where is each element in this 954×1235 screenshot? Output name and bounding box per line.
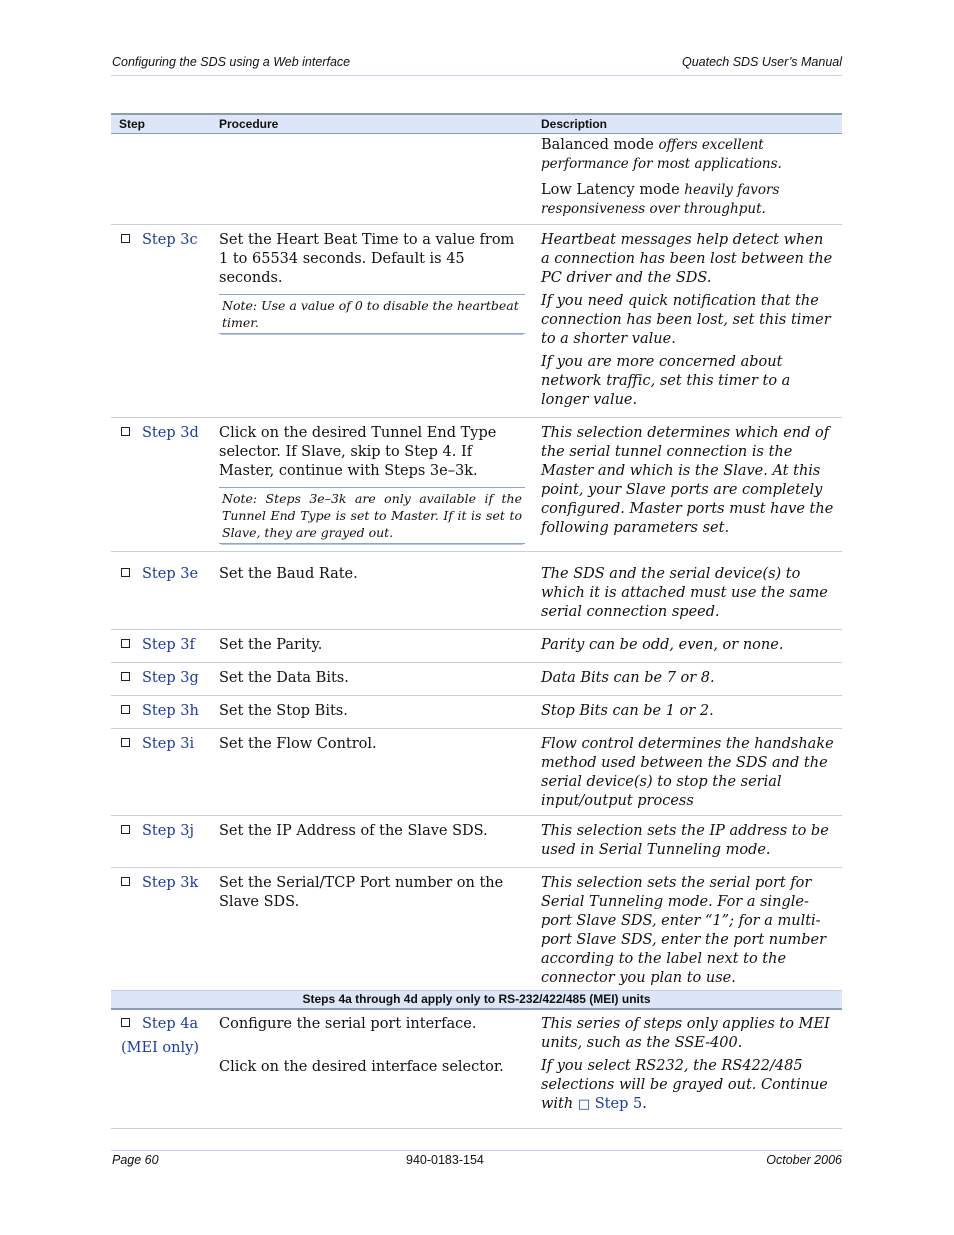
section-band: Steps 4a through 4d apply only to RS-232/422/485 (MEI) units — [111, 991, 842, 1010]
description-text: Stop Bits can be 1 or 2. — [541, 703, 714, 719]
document-number: 940-0183-154 — [406, 1153, 484, 1167]
checkbox-icon — [121, 877, 130, 886]
col-header-step: Step — [111, 114, 211, 134]
procedure-text: Set the Heart Beat Time to a value from 1 to 65534 seconds. Default is 45 seconds. — [219, 232, 515, 286]
checkbox-icon — [121, 825, 130, 834]
step-cell — [111, 225, 211, 418]
description-cell — [533, 663, 842, 696]
description-text: This selection sets the serial port for Serial Tunneling mode. For a single-port Slave SDS, enter “1”; for a multi-port Slave SDS, enter the port number according to the label next to the connector you plan to use. — [541, 875, 826, 986]
table-header-row — [111, 114, 842, 134]
step-link[interactable]: Step 3f — [142, 637, 195, 653]
step-cell — [111, 630, 211, 663]
step-cell — [111, 816, 211, 868]
description-cell — [533, 552, 842, 630]
step-5-link[interactable]: Step 5 — [594, 1096, 643, 1112]
note-box: Note: Steps 3e–3k are only available if the Tunnel End Type is set to Master. If it is set to Slave, they are grayed out. — [219, 487, 525, 544]
balanced-mode-text: offers excellent performance for most applications. — [541, 137, 782, 172]
step-cell — [111, 552, 211, 630]
checkbox-icon: □ — [577, 1097, 591, 1112]
description-cell — [533, 729, 842, 816]
description-text: Parity can be odd, even, or none. — [541, 637, 784, 653]
description-cell — [533, 868, 842, 991]
description-text: If you need quick notification that the connection has been lost, set this timer to a shorter value. — [541, 293, 831, 347]
checkbox-icon — [121, 705, 130, 714]
table-row — [111, 729, 842, 816]
procedure-text: Set the Flow Control. — [219, 736, 377, 752]
description-text: Data Bits can be 7 or 8. — [541, 670, 715, 686]
table-row — [111, 418, 842, 552]
description-text: Flow control determines the handshake method used between the SDS and the serial device(s) to stop the serial input/output process — [541, 736, 834, 809]
step-link[interactable]: Step 3g — [142, 670, 199, 686]
step-cell — [111, 418, 211, 552]
publication-date: October 2006 — [766, 1153, 842, 1167]
table-row — [111, 868, 842, 991]
procedure-text: Set the Serial/TCP Port number on the Slave SDS. — [219, 875, 504, 910]
step-cell — [111, 663, 211, 696]
description-text: If you select RS232, the RS422/485 selections will be grayed out. Continue with — [541, 1058, 828, 1112]
description-text: This selection determines which end of the serial tunnel connection is the Master and which is the Slave. At this point, your Slave ports are completely configured. Master ports must have the following parameters set. — [541, 425, 834, 536]
procedure-text: Set the Data Bits. — [219, 670, 349, 686]
step-link[interactable]: Step 3c — [142, 232, 198, 248]
procedure-cell — [211, 134, 533, 225]
procedure-cell — [211, 1009, 533, 1129]
checkbox-icon — [121, 427, 130, 436]
col-header-procedure: Procedure — [211, 114, 533, 134]
page-number: Page 60 — [112, 1153, 159, 1167]
description-text: The SDS and the serial device(s) to which it is attached must use the same serial connection speed. — [541, 566, 828, 620]
table-row — [111, 225, 842, 418]
table-row — [111, 630, 842, 663]
procedure-table — [111, 113, 842, 1129]
procedure-text: Set the Baud Rate. — [219, 566, 358, 582]
step-cell — [111, 696, 211, 729]
table-row — [111, 134, 842, 225]
procedure-text: Click on the desired Tunnel End Type selector. If Slave, skip to Step 4. If Master, continue with Steps 3e–3k. — [219, 425, 497, 479]
checkbox-icon — [121, 1018, 130, 1027]
section-band-row — [111, 991, 842, 1010]
table-row — [111, 663, 842, 696]
step-link[interactable]: Step 3i — [142, 736, 195, 752]
procedure-cell — [211, 552, 533, 630]
description-text: . — [642, 1096, 647, 1112]
description-text: Heartbeat messages help detect when a connection has been lost between the PC driver and the SDS. — [541, 232, 833, 286]
header-chapter: Configuring the SDS using a Web interface — [112, 55, 351, 69]
step-link[interactable]: Step 3e — [142, 566, 199, 582]
step-link[interactable]: Step 3h — [142, 703, 199, 719]
description-text: If you are more concerned about network traffic, set this timer to a longer value. — [541, 354, 791, 408]
description-cell — [533, 225, 842, 418]
header-manual-title: Quatech SDS User’s Manual — [681, 55, 842, 69]
description-cell — [533, 1009, 842, 1129]
description-cell — [533, 630, 842, 663]
table-row — [111, 1009, 842, 1129]
low-latency-mode-text: heavily favors responsiveness over throughput. — [541, 182, 780, 217]
table-row — [111, 696, 842, 729]
procedure-text: Click on the desired interface selector. — [219, 1059, 504, 1075]
procedure-cell — [211, 816, 533, 868]
description-cell — [533, 696, 842, 729]
col-header-description: Description — [533, 114, 842, 134]
description-cell — [533, 816, 842, 868]
step-cell — [111, 868, 211, 991]
checkbox-icon — [121, 568, 130, 577]
procedure-text: Set the IP Address of the Slave SDS. — [219, 823, 488, 839]
description-cell — [533, 418, 842, 552]
description-text: This selection sets the IP address to be used in Serial Tunneling mode. — [541, 823, 829, 858]
procedure-cell — [211, 225, 533, 418]
low-latency-mode-label: Low Latency mode — [541, 182, 680, 198]
procedure-cell — [211, 663, 533, 696]
step-link[interactable]: Step 4a — [142, 1016, 199, 1032]
table-row — [111, 552, 842, 630]
procedure-cell — [211, 696, 533, 729]
balanced-mode-label: Balanced mode — [541, 137, 654, 153]
procedure-cell — [211, 630, 533, 663]
step-link[interactable]: Step 3k — [142, 875, 199, 891]
checkbox-icon — [121, 639, 130, 648]
checkbox-icon — [121, 672, 130, 681]
step-suffix-link[interactable]: (MEI only) — [121, 1040, 199, 1056]
running-footer — [111, 1150, 842, 1171]
procedure-cell — [211, 729, 533, 816]
running-header — [111, 55, 842, 76]
procedure-text: Set the Stop Bits. — [219, 703, 348, 719]
step-cell — [111, 1009, 211, 1129]
procedure-text: Set the Parity. — [219, 637, 323, 653]
procedure-cell — [211, 868, 533, 991]
step-cell — [111, 729, 211, 816]
procedure-text: Configure the serial port interface. — [219, 1016, 477, 1032]
description-text: This series of steps only applies to MEI units, such as the SSE-400. — [541, 1016, 830, 1051]
checkbox-icon — [121, 234, 130, 243]
step-cell — [111, 134, 211, 225]
step-link[interactable]: Step 3j — [142, 823, 194, 839]
procedure-cell — [211, 418, 533, 552]
step-link[interactable]: Step 3d — [142, 425, 199, 441]
checkbox-icon — [121, 738, 130, 747]
note-box: Note: Use a value of 0 to disable the heartbeat timer. — [219, 294, 525, 334]
description-cell — [533, 134, 842, 225]
table-row — [111, 816, 842, 868]
